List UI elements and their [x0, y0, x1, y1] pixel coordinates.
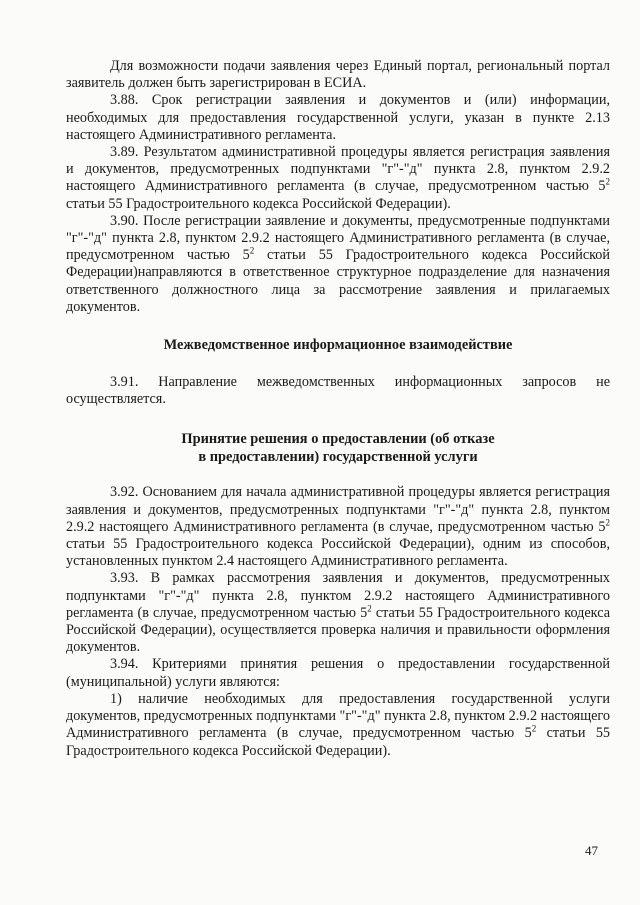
superscript-2: 2 — [531, 723, 537, 734]
superscript-2: 2 — [605, 517, 610, 528]
heading-decision-line-2: в предоставлении) государственной услуги — [198, 449, 478, 466]
paragraph-3-90-text-b: статьи 55 Градостроительного кодекса Российской Федерации)направляются в ответственное структурное подразделение для назначения ответственного должностного лица за рассмотрение заявления и прилагаемых документов. — [66, 247, 610, 315]
paragraph-3-89-text-a: 3.89. Результатом административной процедуры является регистрация заявления и документов, предусмотренных подпунктами "г"-"д" пункта 2.8, пунктом 2.9.2 настоящего Административного регламента (в случае, предусмотренном частью 5 — [66, 144, 610, 195]
paragraph-3-94: 3.94. Критериями принятия решения о предоставлении государственной (муниципальной) услуги являются: — [66, 656, 610, 690]
paragraph-esia-registration: Для возможности подачи заявления через Единый портал, региональный портал заявитель должен быть зарегистрирован в ЕСИА. — [66, 58, 610, 92]
page-number: 47 — [585, 843, 598, 858]
superscript-2: 2 — [249, 245, 255, 256]
paragraph-3-92-text-a: 3.92. Основанием для начала административной процедуры является регистрация заявления и документов, предусмотренных подпунктами "г"-"д" пункта 2.8, пунктом 2.9.2 настоящего Административного регламента (в случае, предусмотренном частью 5 — [66, 484, 610, 535]
heading-decision — [66, 430, 610, 466]
paragraph-3-94-item-1-text-b: статьи 55 Градостроительного кодекса Российской Федерации). — [66, 725, 611, 759]
superscript-2: 2 — [605, 176, 610, 187]
paragraph-3-93-text-a: 3.93. В рамках рассмотрения заявления и документов, предусмотренных подпунктами "г"-"д" пункта 2.8, пунктом 2.9.2 настоящего Административного регламента (в случае, предусмотренном частью 5 — [66, 570, 610, 621]
superscript-2: 2 — [367, 603, 372, 614]
paragraph-3-93 — [66, 570, 610, 656]
paragraph-3-88: 3.88. Срок регистрации заявления и документов и (или) информации, необходимых для предоставления государственной услуги, указан в пункте 2.13 настоящего Административного регламента. — [66, 92, 610, 143]
paragraph-3-93-text-b: статьи 55 Градостроительного кодекса Российской Федерации), осуществляется проверка наличия и правильности оформления документов. — [66, 604, 610, 656]
paragraph-3-89 — [66, 144, 610, 213]
heading-decision-line-1: Принятие решения о предоставлении (об отказе — [181, 431, 495, 448]
paragraph-3-90 — [66, 213, 610, 316]
paragraph-3-90-text-a: 3.90. После регистрации заявление и документы, предусмотренные подпунктами "г"-"д" пункта 2.8, пунктом 2.9.2 настоящего Административного регламента (в случае, предусмотренном частью 5 — [66, 212, 610, 264]
paragraph-3-94-item-1-text-a: 1) наличие необходимых для предоставления государственной услуги документов, предусмотренных подпунктами "г"-"д" пункта 2.8, пунктом 2.9.2 настоящего Административного регламента (в случае, предусмотренном частью — [66, 690, 610, 742]
heading-interagency-interaction: Межведомственное информационное взаимодействие — [163, 337, 513, 354]
paragraph-3-92-text-b: статьи 55 Градостроительного кодекса Российской Федерации), одним из способов, установленных пунктом 2.4 настоящего Административного регламента. — [66, 536, 610, 570]
paragraph-3-94-item-1 — [66, 691, 610, 760]
paragraph-3-91: 3.91. Направление межведомственных информационных запросов не осуществляется. — [66, 374, 610, 408]
paragraph-3-89-text-b: статьи 55 Градостроительного кодекса Российской Федерации). — [66, 195, 451, 212]
digit-5: 5 — [524, 725, 532, 742]
paragraph-3-92 — [66, 484, 610, 570]
